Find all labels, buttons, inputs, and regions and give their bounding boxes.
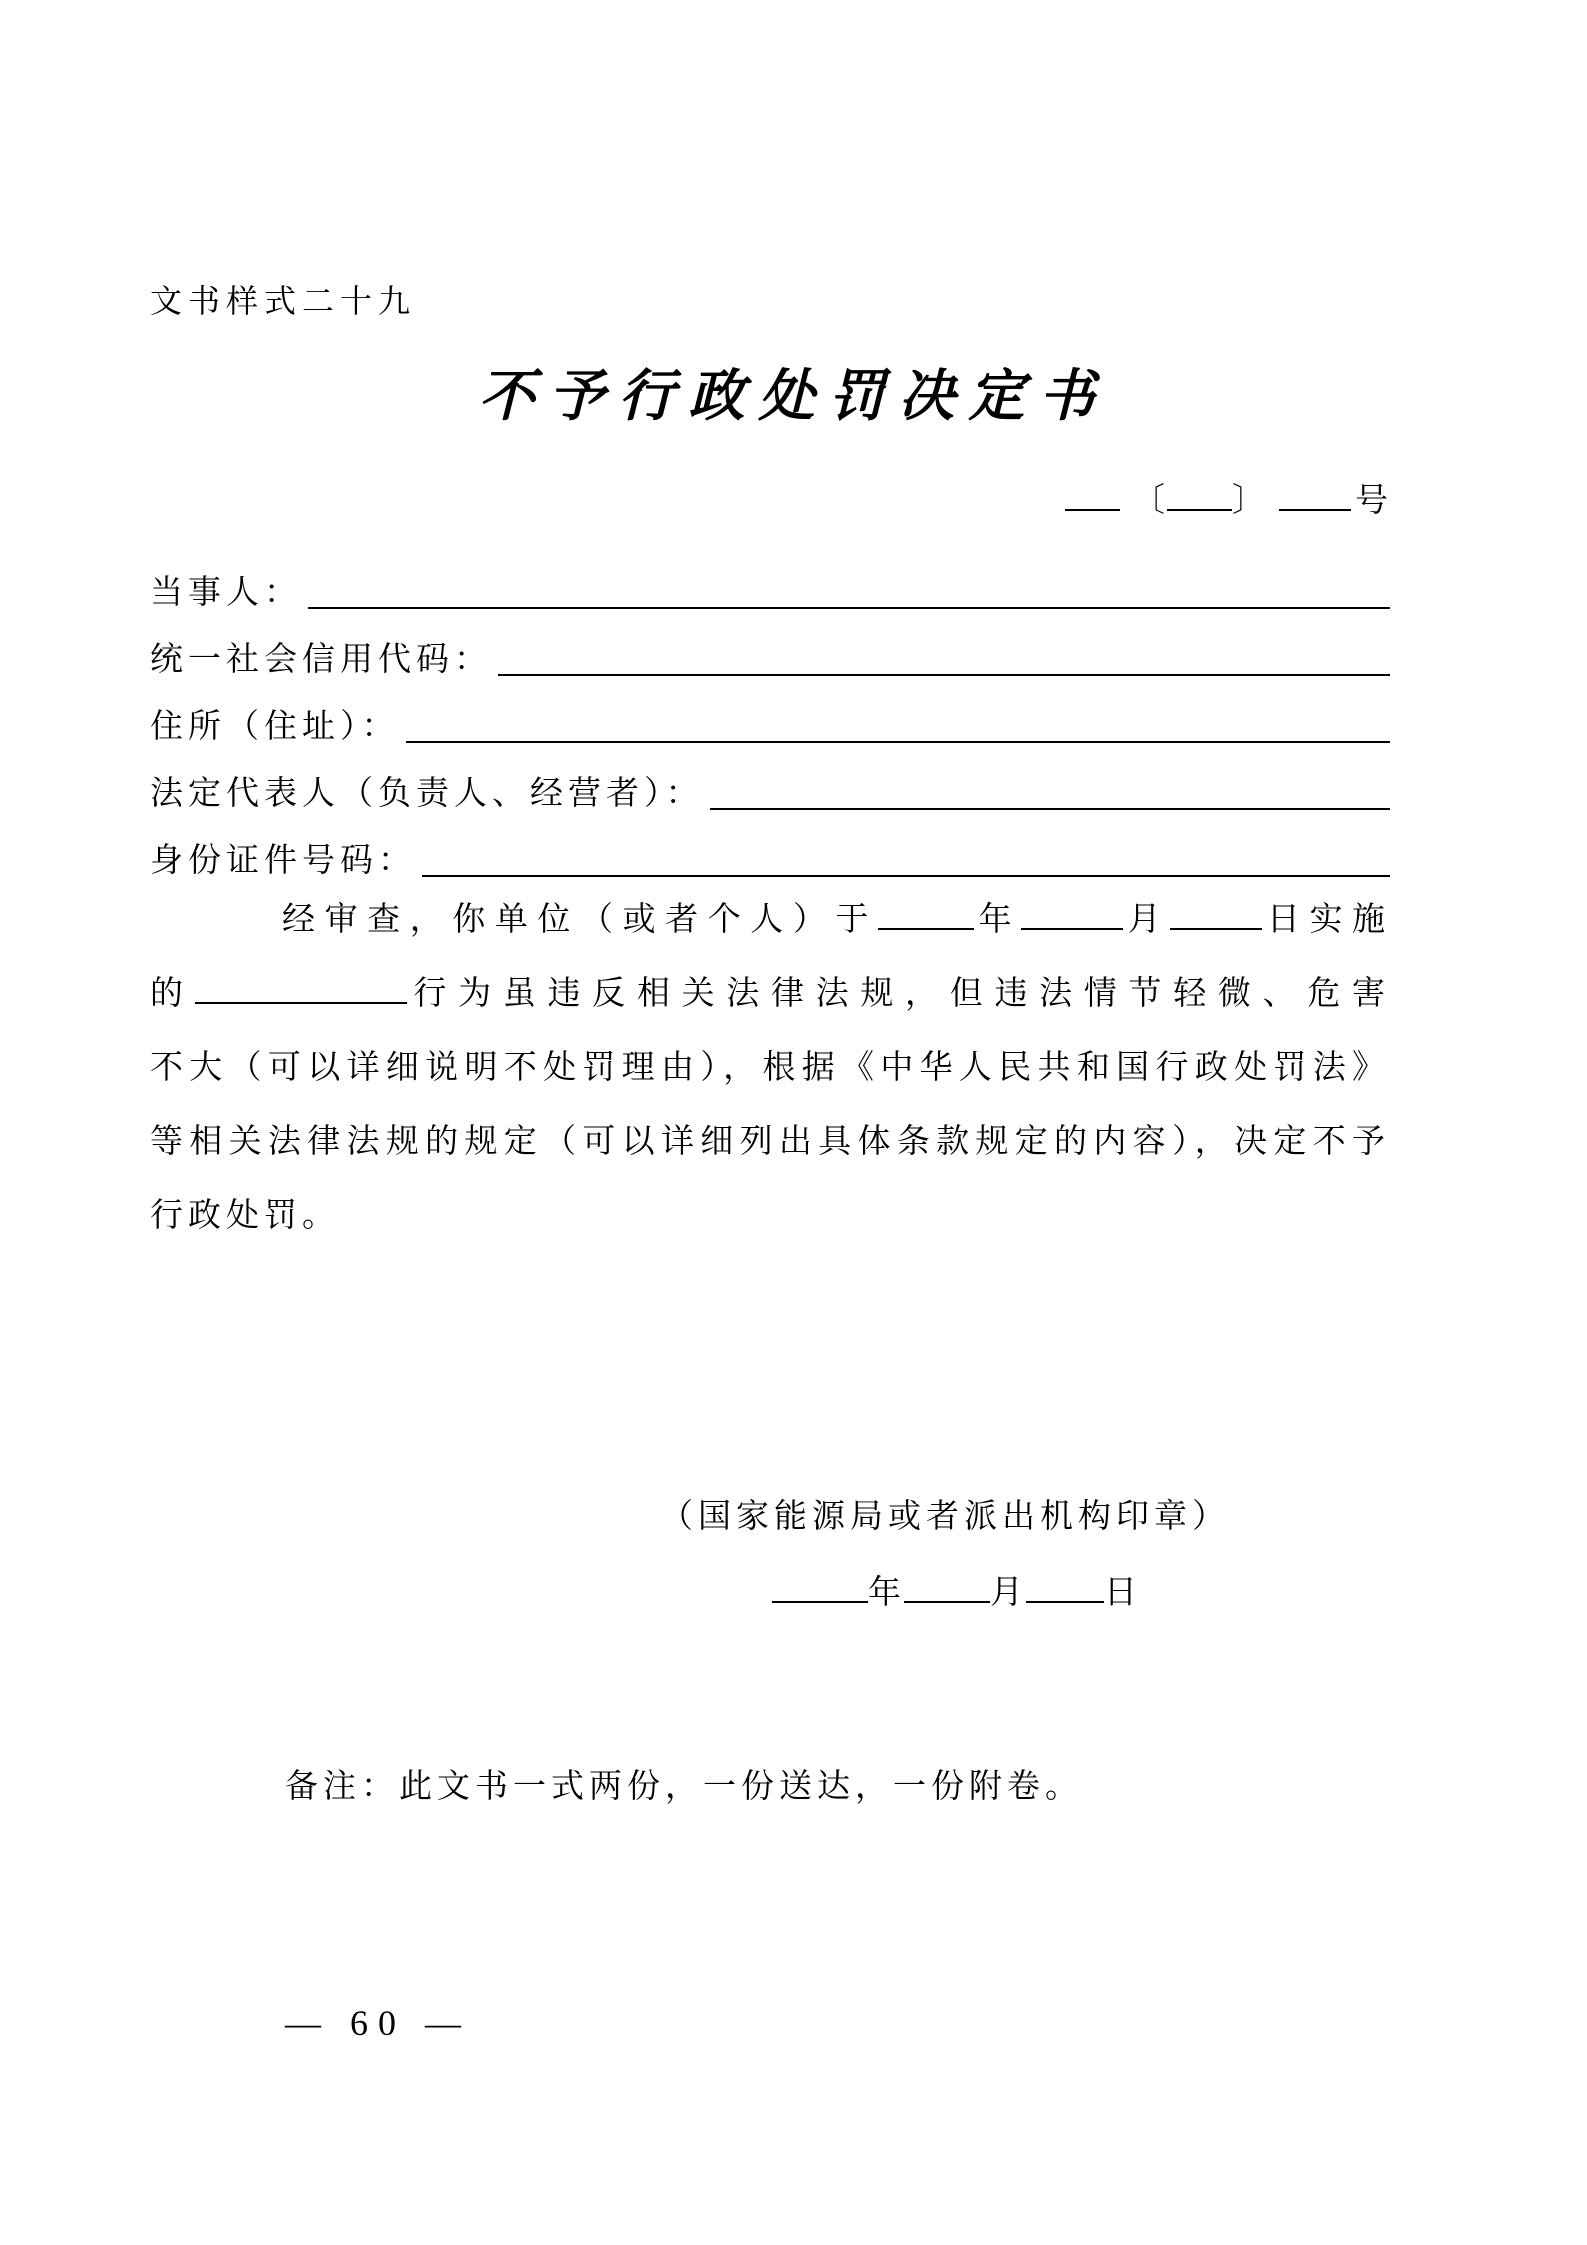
body-blank-conduct (195, 967, 407, 1004)
party-fields (150, 546, 1390, 881)
remark-line: 备注：此文书一式两份，一份送达，一份附卷。 (285, 1769, 1083, 1805)
date-year-label: 年 (868, 1575, 904, 1611)
doc-number-suffix: 号 (1355, 483, 1390, 519)
field-row-address (150, 680, 1390, 747)
signature-date-line (772, 1566, 1140, 1613)
field-underline-credit-code (498, 674, 1390, 676)
body-line-2 (150, 967, 1390, 1014)
page-number: — 60 — (285, 2003, 471, 2043)
document-style-label: 文书样式二十九 (150, 283, 417, 319)
field-row-legal-representative (150, 747, 1390, 814)
stamp-line: （国家能源局或者派出机构印章） (660, 1499, 1230, 1535)
field-label-party: 当事人： (150, 575, 302, 611)
field-underline-party (308, 607, 1390, 609)
body-blank-day (1170, 893, 1262, 930)
document-title: 不予行政处罚决定书 (478, 366, 1109, 428)
field-label-id-number: 身份证件号码： (150, 843, 416, 879)
body-line-2-text: 行为虽违反相关法律法规，但违法情节轻微、危害 (406, 976, 1391, 1012)
field-underline-address (406, 741, 1391, 743)
doc-number-line (150, 474, 1390, 521)
body-month-label: 月 (1123, 902, 1171, 938)
body-day-label: 日实施 (1262, 902, 1391, 938)
date-day-label: 日 (1104, 1575, 1140, 1611)
date-blank-month (904, 1568, 990, 1603)
body-line-3: 不大（可以详细说明不处罚理由），根据《中华人民共和国行政处罚法》 (150, 1050, 1390, 1086)
body-year-label: 年 (974, 902, 1022, 938)
body-line-1-text: 经审查，你单位（或者个人）于 (282, 902, 878, 938)
doc-number-blank-3 (1279, 474, 1351, 511)
doc-number-blank-1 (1065, 474, 1120, 511)
date-month-label: 月 (990, 1575, 1026, 1611)
body-line-1 (150, 893, 1390, 940)
field-row-id-number (150, 814, 1390, 881)
body-line-2-prefix: 的 (150, 976, 195, 1012)
field-underline-id-number (422, 875, 1390, 877)
date-blank-day (1026, 1568, 1104, 1603)
doc-number-bracket-close: 〕 (1232, 483, 1267, 519)
body-line-5: 行政处罚。 (150, 1198, 340, 1234)
date-blank-year (772, 1568, 868, 1603)
field-row-credit-code (150, 613, 1390, 680)
field-row-party (150, 546, 1390, 613)
doc-number-bracket-open: 〔 (1132, 483, 1167, 519)
body-blank-year (878, 893, 974, 930)
doc-number-blank-2 (1167, 474, 1232, 511)
field-underline-legal-representative (710, 808, 1391, 810)
body-line-4: 等相关法律法规的规定（可以详细列出具体条款规定的内容），决定不予 (150, 1124, 1390, 1160)
field-label-credit-code: 统一社会信用代码： (150, 642, 492, 678)
field-label-legal-representative: 法定代表人（负责人、经营者）： (150, 776, 704, 812)
field-label-address: 住所（住址）： (150, 709, 400, 745)
body-blank-month (1021, 893, 1123, 930)
